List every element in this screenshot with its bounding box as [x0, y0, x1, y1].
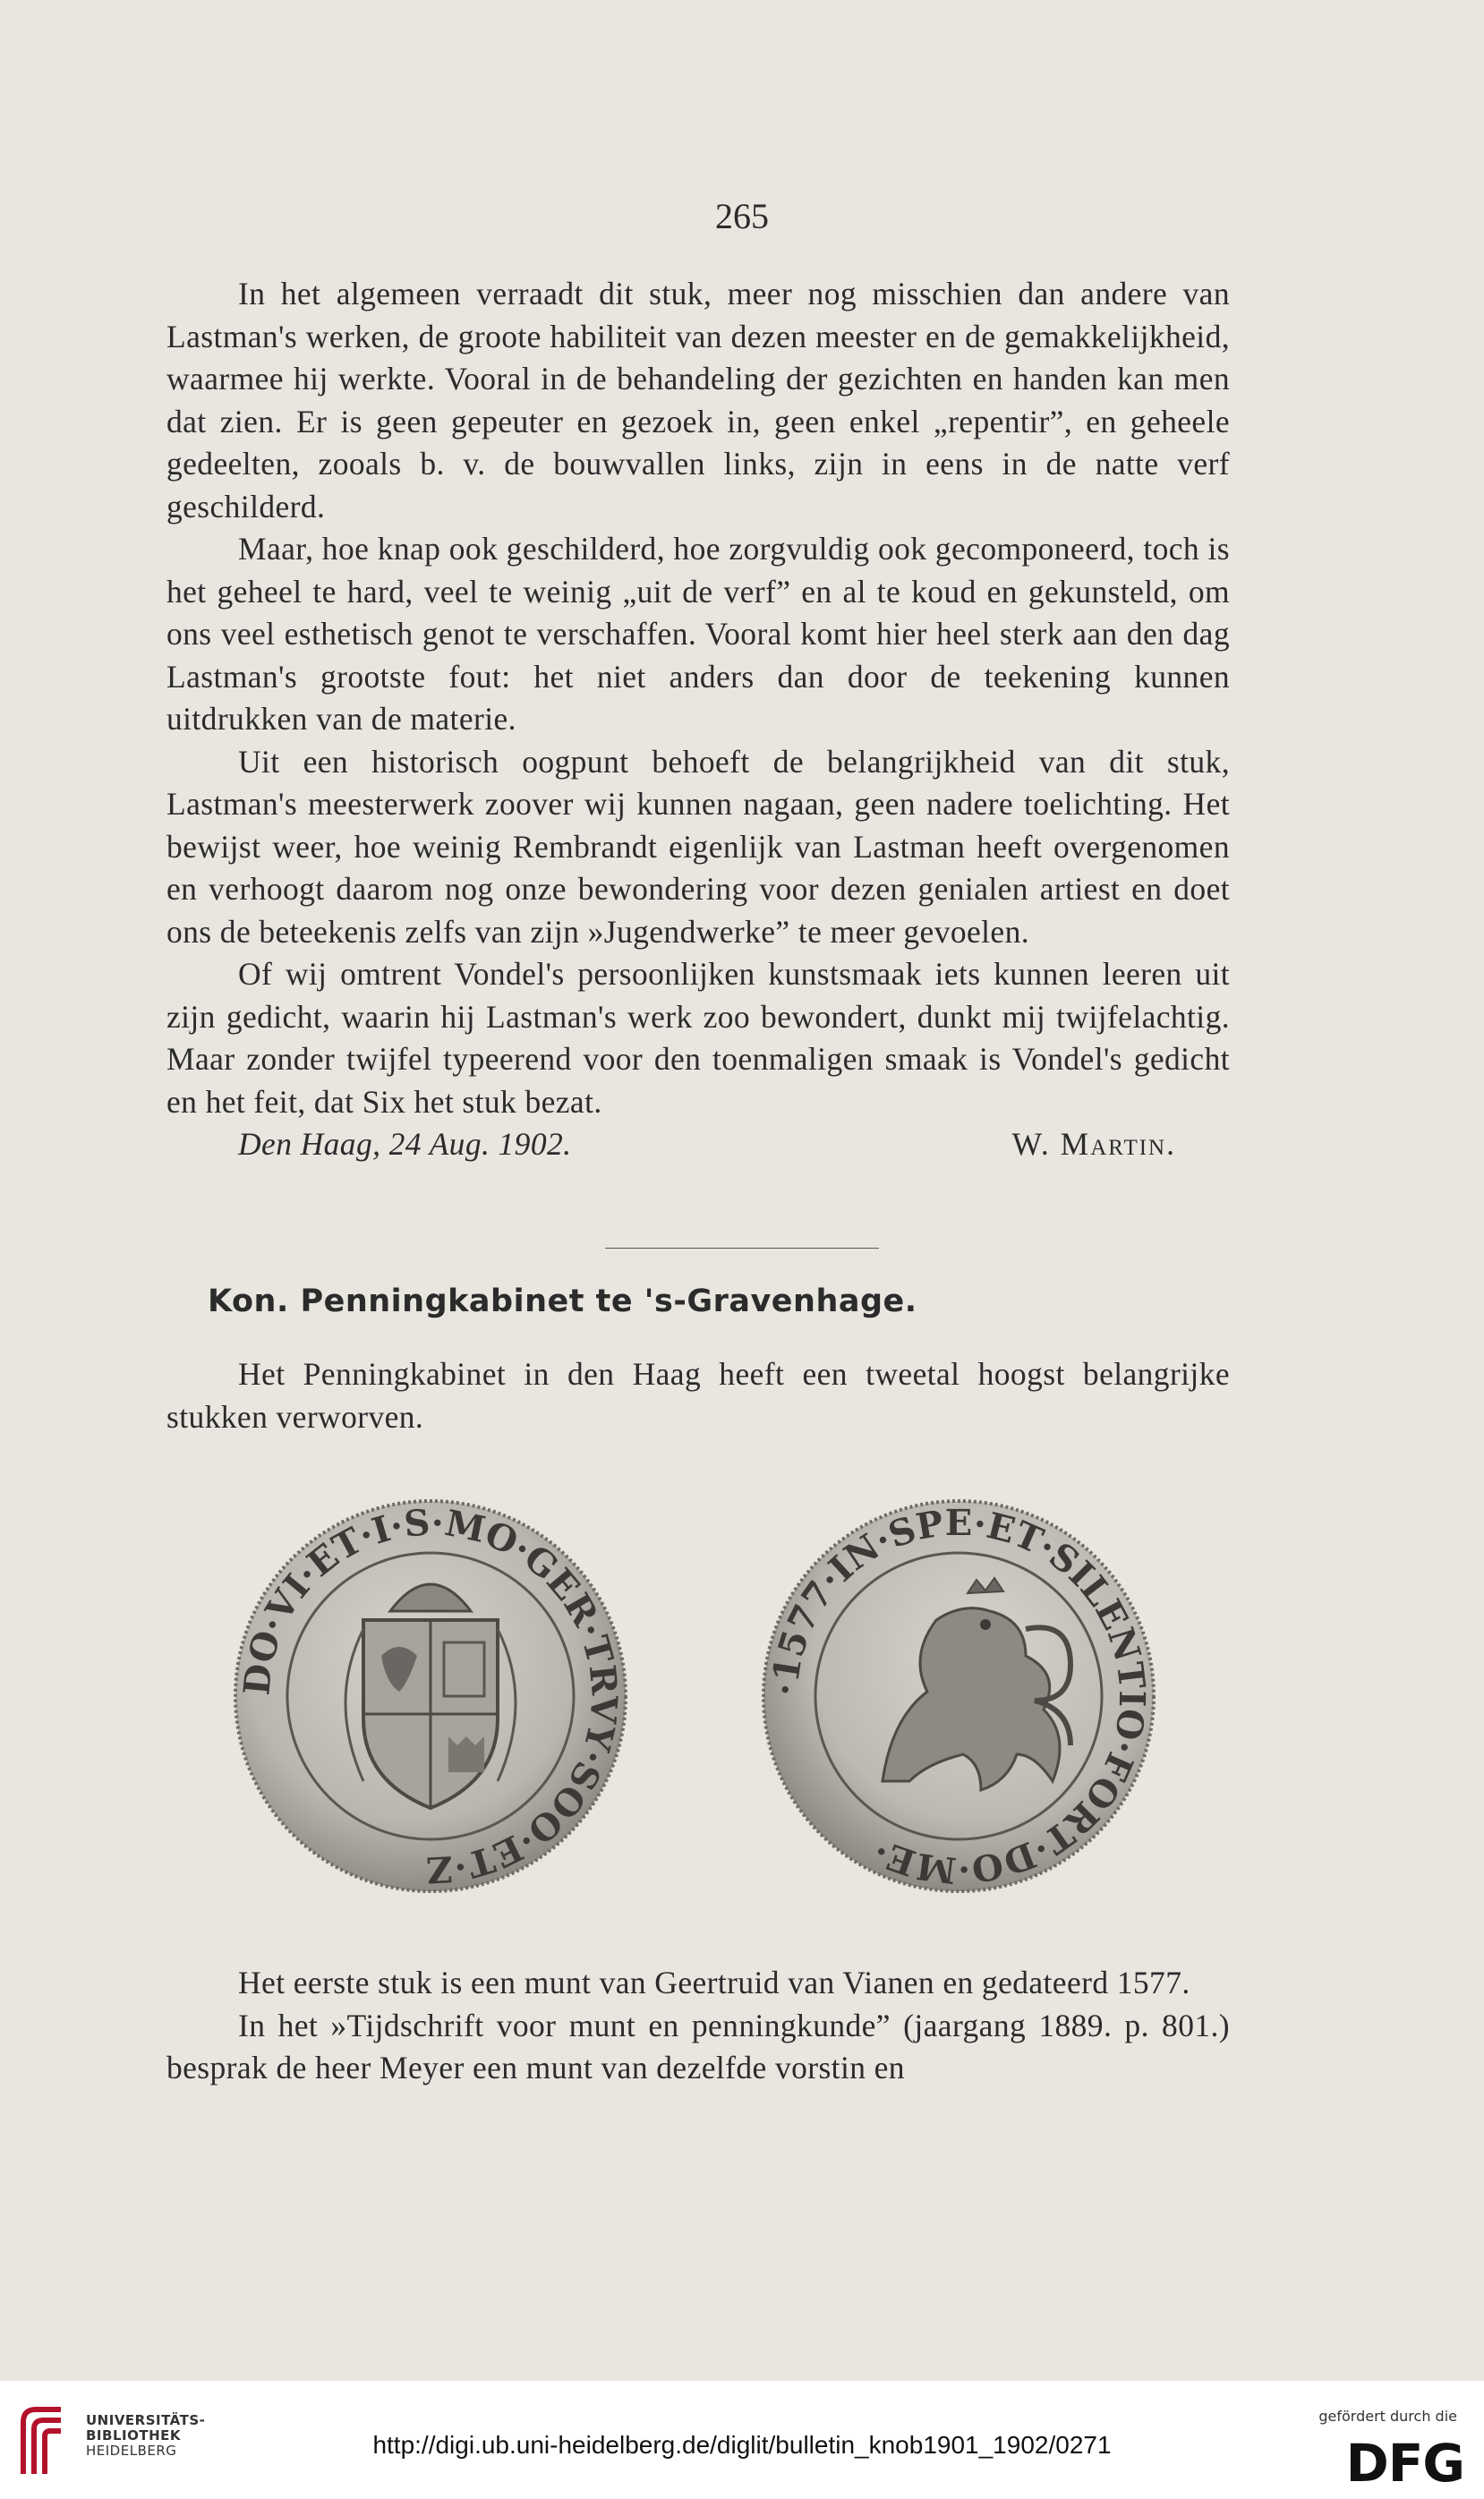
signature-place-date: Den Haag, 24 Aug. 1902. — [238, 1126, 572, 1162]
paragraph: Maar, hoe knap ook geschilderd, hoe zorgvuldig ook gecomponeerd, toch is het geheel te hard, veel te weinig „uit de verf” en al te koud en gekunsteld, om ons veel esthetisch genot te verschaffen. Vooral komt hier heel sterk aan den dag Lastman's grootste fout: het niet anders dan door de teekening kunnen uitdrukken van de materie. — [166, 531, 1230, 737]
article-body-bottom — [166, 1962, 1230, 2090]
section-heading: Kon. Penningkabinet te 's-Gravenhage. — [208, 1284, 917, 1319]
paragraph: Het Penningkabinet in den Haag heeft een tweetal hoogst belangrijke stukken verworven. — [166, 1356, 1230, 1435]
article-intro — [166, 1353, 1230, 1438]
paragraph: Of wij omtrent Vondel's persoonlijken kunstsmaak iets kunnen leeren uit zijn gedicht, waarin hij Lastman's werk zoo bewondert, dunkt mij twijfelachtig. Maar zonder twijfel typeerend voor den toenmaligen smaak is Vondel's gedicht en het feit, dat Six het stuk bezat. — [166, 956, 1230, 1120]
coin-left-image — [229, 1486, 632, 1906]
coin-right-legend: ·1577·IN·SPE·ET·SILENTIO·FORT·DO·ME· — [763, 1501, 1154, 1892]
dfg-logo: DFG — [1345, 2433, 1464, 2494]
coin-right-image — [757, 1486, 1160, 1906]
page-number: 265 — [715, 196, 769, 236]
paragraph: Het eerste stuk is een munt van Geertruid van Vianen en gedateerd 1577. — [238, 1965, 1190, 2000]
section-divider — [605, 1248, 879, 1249]
digitization-footer — [0, 2381, 1484, 2499]
coin-illustration — [0, 1486, 1484, 1915]
library-name: UNIVERSITÄTS- BIBLIOTHEK HEIDELBERG — [86, 2412, 206, 2459]
paragraph: Uit een historisch oogpunt behoeft de belangrijkheid van dit stuk, Lastman's meesterwerk zoover wij kunnen nagaan, geen nadere toelichting. Het bewijst weer, hoe weinig Rembrandt eigenlijk van Lastman heeft overgenomen en verhoogt daarom nog onze bewondering voor dezen genialen artiest en doet ons de beteekenis zelfs van zijn »Jugendwerke” te meer gevoelen. — [166, 743, 1230, 950]
paragraph: In het algemeen verraadt dit stuk, meer nog misschien dan andere van Lastman's werken, de groote habiliteit van dezen meester en de gemakkelijkheid, waarmee hij werkte. Vooral in de behandeling der gezichten en handen kan men dat zien. Er is geen gepeuter en gezoek in, geen enkel „repentir”, en geheele gedeelten, zooals b. v. de bouwvallen links, zijn in eens in de natte verf geschilderd. — [166, 276, 1230, 525]
article-body-top — [166, 273, 1230, 1166]
source-url-link[interactable]: http://digi.ub.uni-heidelberg.de/diglit/bulletin_knob1901_1902/0271 — [372, 2431, 1112, 2459]
paragraph: In het »Tijdschrift voor munt en penningkunde” (jaargang 1889. p. 801.) besprak de heer Meyer een munt van dezelfde vorstin en — [166, 2007, 1230, 2085]
coin-left-legend: DO·VI·ET·I·S·MO·GER·TRVY·SOO·ET·Z — [235, 1501, 626, 1891]
signature-author: W. Martin. — [1011, 1126, 1176, 1162]
funding-caption: gefördert durch die — [1318, 2408, 1457, 2425]
signature-line — [166, 1123, 1230, 1166]
